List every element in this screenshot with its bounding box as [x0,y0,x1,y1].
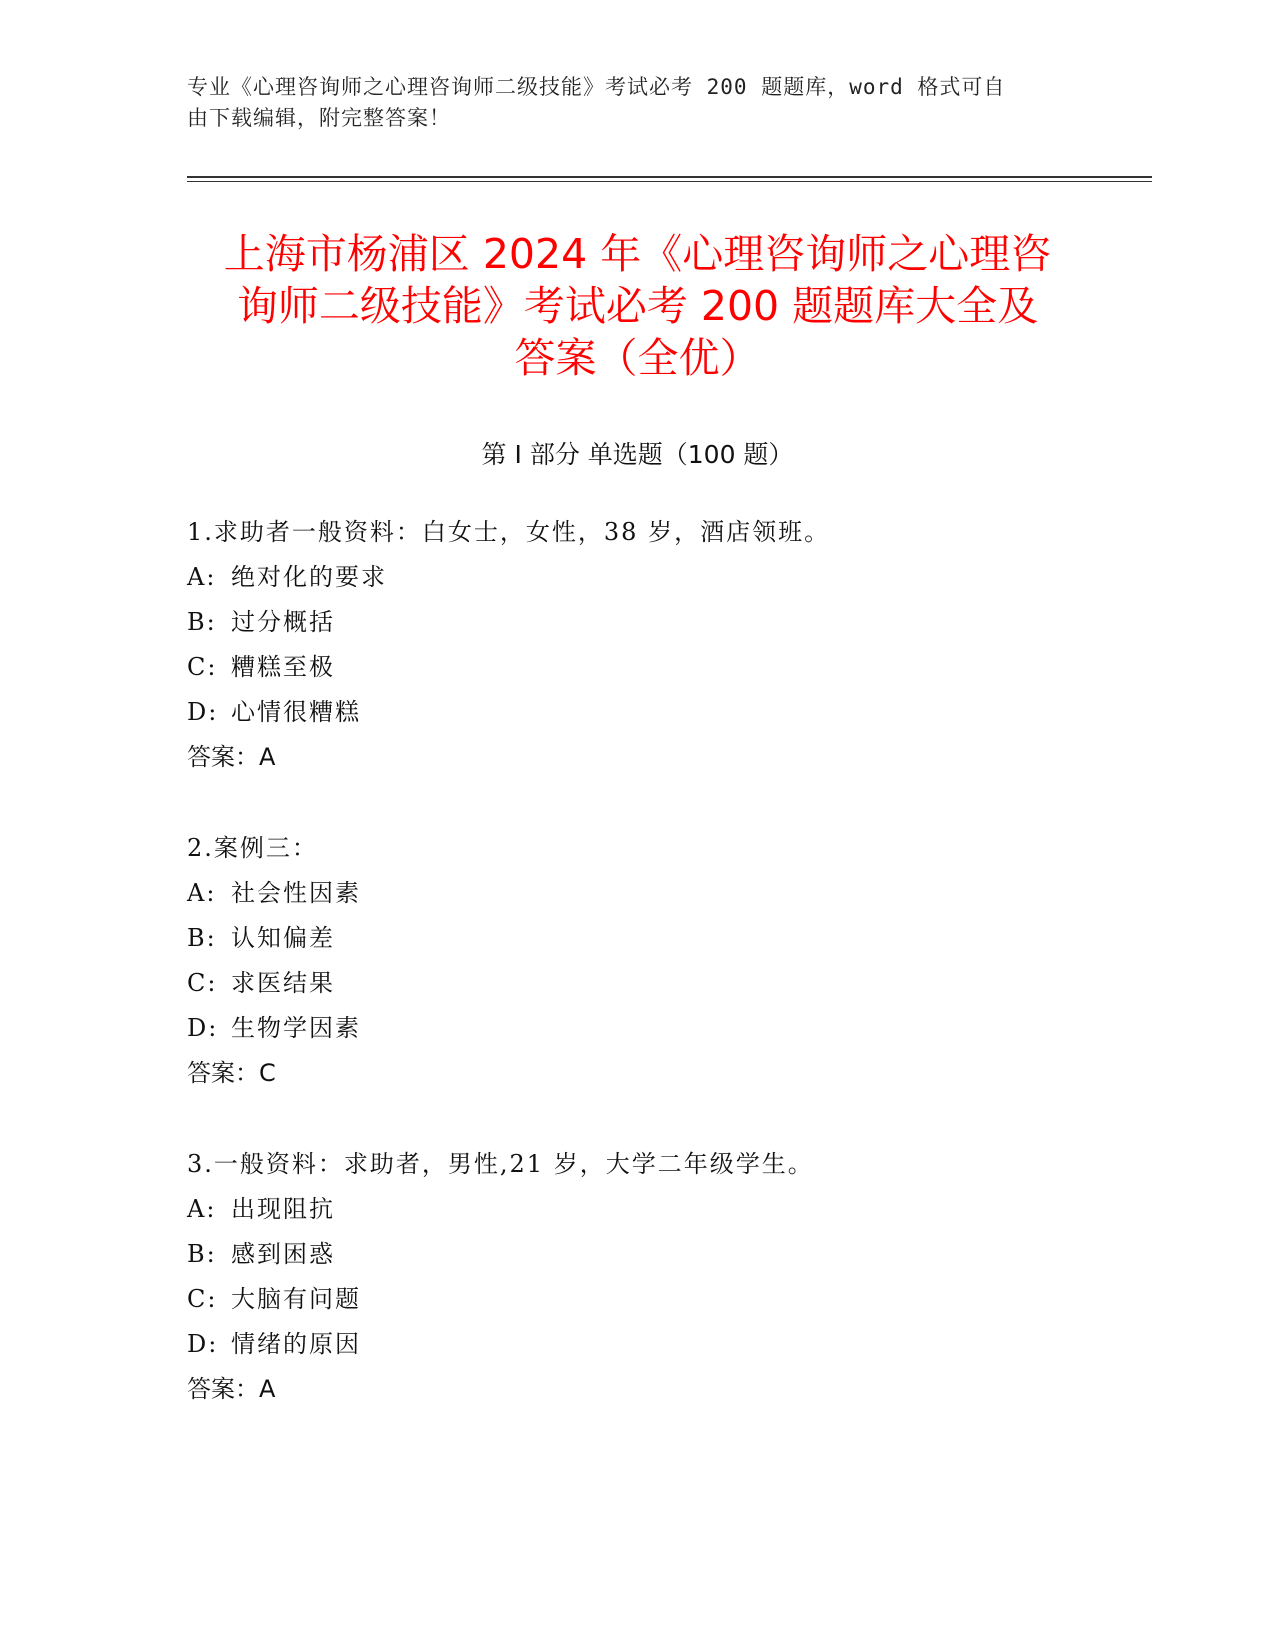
option-a [187,555,1087,600]
option-b [187,916,1087,961]
question-3 [187,1142,1087,1412]
option-letter: A: [187,1195,217,1223]
option-c [187,1277,1087,1322]
option-b [187,1232,1087,1277]
option-d [187,690,1087,735]
option-text: 求医结果 [231,969,335,997]
header-divider-thick [187,176,1152,178]
option-letter: D: [187,698,219,726]
option-letter: B: [187,924,217,952]
option-letter: C: [187,653,218,681]
section-heading: 第 I 部分 单选题（100 题） [481,440,794,469]
option-text: 出现阻抗 [231,1195,335,1223]
option-d [187,1322,1087,1367]
option-letter: A: [187,879,217,907]
option-letter: D: [187,1330,219,1358]
option-text: 大脑有问题 [231,1285,361,1313]
question-2 [187,826,1087,1096]
header-divider-thin [187,181,1152,182]
header-note-line-1: 专业《心理咨询师之心理咨询师二级技能》考试必考 200 题题库，word 格式可自 [187,75,1006,99]
header-note-line-2: 由下载编辑，附完整答案！ [187,106,451,130]
option-text: 糟糕至极 [231,653,335,681]
header-note [187,72,1067,134]
answer: 答案：C [187,1059,276,1087]
option-text: 生物学因素 [231,1014,361,1042]
option-letter: B: [187,1240,217,1268]
option-c [187,961,1087,1006]
question-stem: 3.一般资料：求助者，男性,21 岁，大学二年级学生。 [187,1150,814,1178]
option-letter: D: [187,1014,219,1042]
option-b [187,600,1087,645]
answer: 答案：A [187,743,276,771]
option-text: 过分概括 [231,608,335,636]
option-letter: C: [187,969,218,997]
option-text: 心情很糟糕 [231,698,361,726]
question-stem: 2.案例三： [187,834,318,862]
option-letter: B: [187,608,217,636]
document-title-line-1: 上海市杨浦区 2024 年《心理咨询师之心理咨 [223,230,1052,278]
option-text: 绝对化的要求 [231,563,387,591]
option-text: 社会性因素 [231,879,361,907]
option-text: 认知偏差 [231,924,335,952]
question-1 [187,510,1087,780]
option-letter: C: [187,1285,218,1313]
document-title [150,228,1125,384]
option-a [187,1187,1087,1232]
option-a [187,871,1087,916]
option-text: 感到困惑 [231,1240,335,1268]
answer: 答案：A [187,1375,276,1403]
question-stem: 1.求助者一般资料：白女士，女性，38 岁，酒店领班。 [187,518,831,546]
option-d [187,1006,1087,1051]
option-letter: A: [187,563,217,591]
document-title-line-2: 询师二级技能》考试必考 200 题题库大全及 [236,282,1039,330]
option-c [187,645,1087,690]
option-text: 情绪的原因 [231,1330,361,1358]
document-title-line-3: 答案（全优） [514,334,761,382]
